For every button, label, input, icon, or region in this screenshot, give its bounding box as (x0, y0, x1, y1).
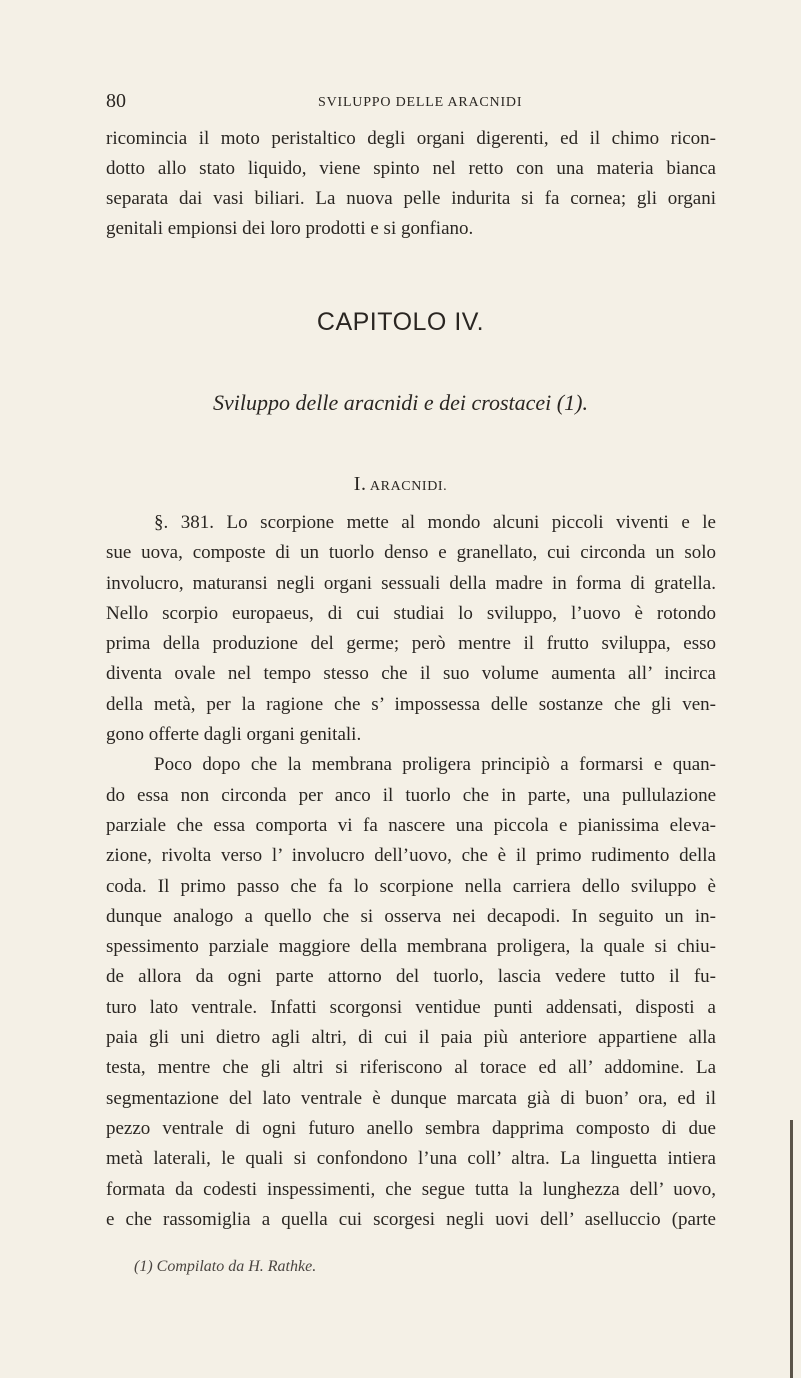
text-line: diventa ovale nel tempo stesso che il suo volume aumenta all’ incirca (106, 663, 716, 685)
body-text (106, 508, 716, 1235)
section-heading (0, 473, 801, 496)
text-line: Nello scorpio europaeus, di cui studiai lo sviluppo, l’uovo è rotondo (106, 602, 716, 624)
page-number: 80 (106, 90, 126, 112)
text-line: sue uova, composte di un tuorlo denso e granellato, cui circonda un solo (106, 542, 716, 564)
running-head: SVILUPPO DELLE ARACNIDI (318, 95, 523, 110)
chapter-subtitle: Sviluppo delle aracnidi e dei crostacei (1). (213, 390, 588, 415)
text-line: pezzo ventrale di ogni futuro anello sembra dapprima composto di due (106, 1117, 716, 1139)
text-line: dotto allo stato liquido, viene spinto nel retto con una materia bianca (106, 158, 716, 179)
text-line: zione, rivolta verso l’ involucro dell’uovo, che è il primo rudimento della (106, 845, 716, 867)
section-number: I. (353, 473, 367, 495)
text-line: separata dai vasi biliari. La nuova pelle indurita si fa cornea; gli organi (106, 188, 716, 209)
text-line: coda. Il primo passo che fa lo scorpione nella carriera dello sviluppo è (106, 875, 716, 897)
page-edge-shadow (790, 1120, 793, 1378)
text-line: genitali empionsi dei loro prodotti e si gonfiano. (106, 218, 474, 239)
text-line: paia gli uni dietro agli altri, di cui il paia più anteriore appartiene alla (106, 1027, 716, 1049)
text-line: segmentazione del lato ventrale è dunque marcata già di buon’ ora, ed il (106, 1087, 716, 1109)
text-line: dunque analogo a quello che si osserva nei decapodi. In seguito un in- (106, 905, 716, 927)
text-line: §. 381. Lo scorpione mette al mondo alcuni piccoli viventi e le (154, 512, 716, 533)
text-line: e che rassomiglia a quella cui scorgesi negli uovi dell’ aselluccio (parte (106, 1208, 716, 1230)
text-line: do essa non circonda per anco il tuorlo che in parte, una pullulazione (106, 784, 716, 806)
text-line: spessimento parziale maggiore della membrana proligera, la quale si chiu- (106, 936, 716, 958)
chapter-title: CAPITOLO IV. (316, 308, 485, 336)
text-line: testa, mentre che gli altri si riferiscono al torace ed all’ addomine. La (106, 1057, 716, 1079)
text-line: parziale che essa comporta vi fa nascere una piccola e pianissima eleva- (106, 814, 716, 836)
text-line: ricomincia il moto peristaltico degli organi digerenti, ed il chimo ricon- (106, 128, 716, 149)
text-line: involucro, maturansi negli organi sessuali della madre in forma di gratella. (106, 572, 716, 594)
text-line: prima della produzione del germe; però mentre il frutto sviluppa, esso (106, 633, 716, 655)
text-line: Poco dopo che la membrana proligera principiò a formarsi e quan- (154, 754, 716, 776)
text-line: de allora da ogni parte attorno del tuorlo, lascia vedere tutto il fu- (106, 966, 716, 988)
text-line: della metà, per la ragione che s’ impossessa delle sostanze che gli ven- (106, 693, 716, 715)
section-name: ARACNIDI. (369, 479, 448, 494)
text-line: metà laterali, le quali si confondono l’una coll’ altra. La linguetta intiera (106, 1148, 716, 1170)
text-line: turo lato ventrale. Infatti scorgonsi ventidue punti addensati, disposti a (106, 996, 716, 1018)
footnote: (1) Compilato da H. Rathke. (134, 1258, 317, 1275)
text-line: formata da codesti inspessimenti, che segue tutta la lunghezza dell’ uovo, (106, 1178, 716, 1200)
text-line: gono offerte dagli organi genitali. (106, 724, 362, 746)
opening-paragraph (106, 124, 716, 244)
